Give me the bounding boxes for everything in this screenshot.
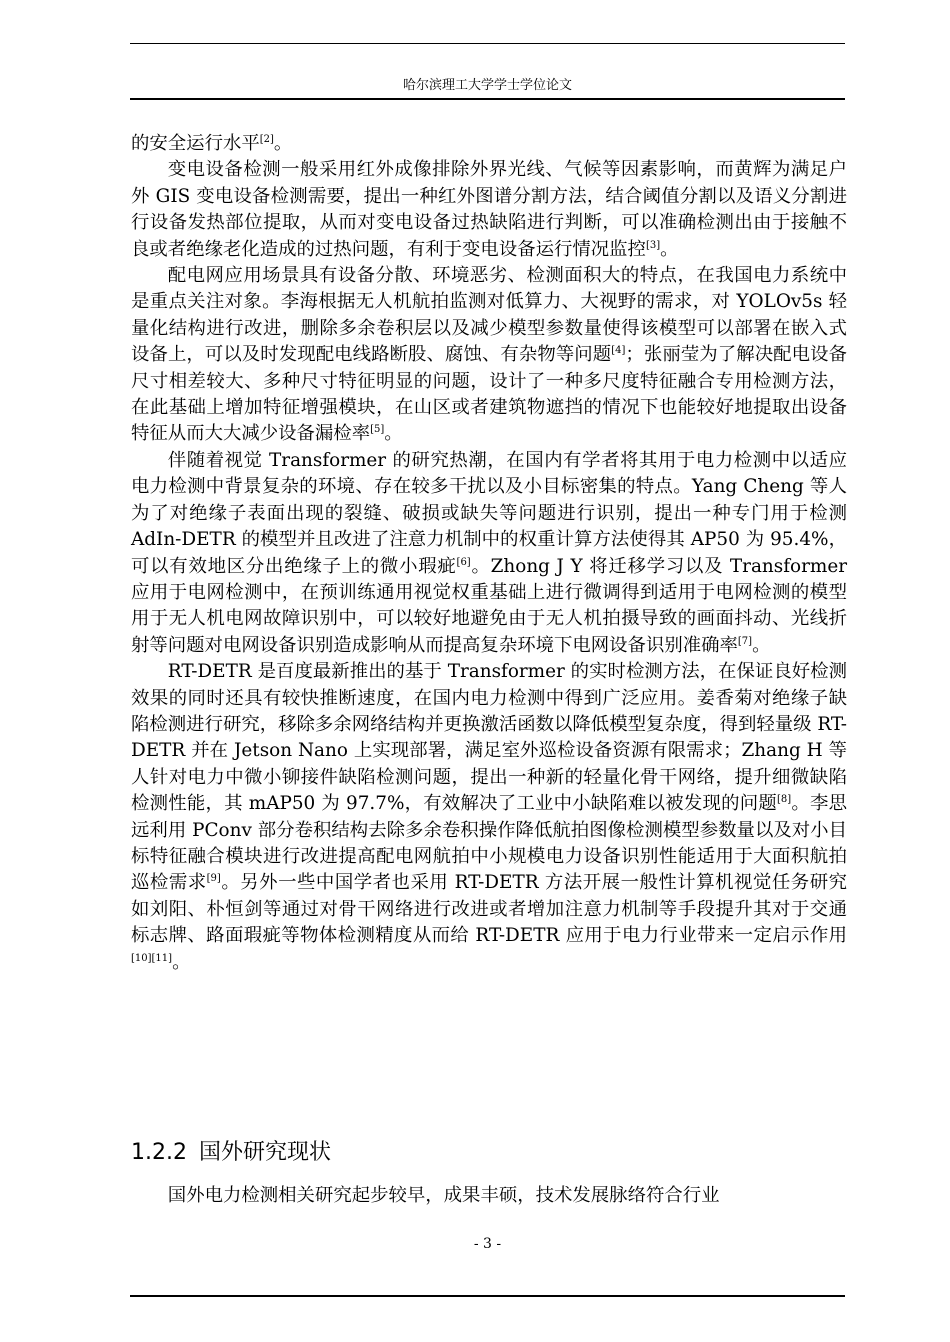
running-header-title: 哈尔滨理工大学学士学位论文	[402, 78, 572, 93]
citation-ref: [4]	[611, 345, 626, 357]
citation-ref: [2]	[259, 133, 274, 145]
text-run: 。李思远利用 PConv 部分卷积结构去除多余卷积操作降低航拍图像检测模型参数量以及对小目标特征融合模块进行改进提高配电网航拍中小规模电力设备识别性能适用于大面积航拍巡检需求	[131, 793, 847, 894]
header-top-rule	[130, 43, 845, 44]
text-run: RT-DETR 是百度最新推出的基于 Transformer 的实时检测方法，在保证良好检测效果的同时还具有较快推断速度，在国内电力检测中得到广泛应用。姜香菊对绝缘子缺陷检测进行研究，移除多余网络结构并更换激活函数以降低模型复杂度，得到轻量级 RT-DETR 并在 Jetson Nano 上实现部署，满足室外巡检设备资源有限需求；Zhang H 等人针对电力中微小铆接件缺陷检测问题，提出一种新的轻量化骨干网络，提升细微缺陷检测性能，其 mAP50 为 97.7%，有效解决了工业中小缺陷难以被发现的问题	[131, 661, 847, 815]
section-number: 1.2.2	[131, 1140, 187, 1165]
text-run: 。	[752, 634, 771, 656]
text-run: 。Zhong J Y 将迁移学习以及 Transformer 应用于电网检测中，在预训练通用视觉权重基础上进行微调得到适用于电网检测的模型用于无人机电网故障识别中，可以较好地避免由于无人机拍摄导致的画面抖动、光线折射等问题对电网设备识别造成影响从而提高复杂环境下电网设备识别准确率	[131, 555, 847, 656]
section-title: 国外研究现状	[198, 1140, 331, 1165]
text-run: 变电设备检测一般采用红外成像排除外界光线、气候等因素影响，而黄辉为满足户外 GIS 变电设备检测需要，提出一种红外图谱分割方法，结合阈值分割以及语义分割进行设备发热部位提取，从而对变电设备过热缺陷进行判断，可以准确检测出由于接触不良或者绝缘老化造成的过热问题，有利于变电设备运行情况监控	[131, 159, 847, 260]
header-bottom-rule	[130, 98, 845, 100]
text-run: 。	[660, 238, 679, 260]
citation-ref: [9]	[206, 873, 221, 885]
text-run: 伴随着视觉 Transformer 的研究热潮，在国内有学者将其用于电力检测中以适应电力检测中背景复杂的环境、存在较多干扰以及小目标密集的特点。Yang Cheng 等人为了对绝缘子表面出现的裂缝、破损或缺失等问题进行识别，提出一种专门用于检测 AdIn-DETR 的模型并且改进了注意力机制中的权重计算方法使得其 AP50 为 95.4%，可以有效地区分出绝缘子上的微小瑕疵	[131, 449, 847, 577]
section-heading	[131, 1138, 331, 1168]
text-run: 的安全运行水平	[131, 133, 260, 154]
citation-ref: [6]	[456, 556, 471, 568]
text-run: 。	[384, 423, 403, 445]
text-run: 。	[273, 133, 293, 154]
paragraph	[131, 157, 847, 263]
citation-ref: [7]	[737, 635, 753, 647]
body-text	[131, 131, 847, 976]
text-run: 。	[172, 951, 191, 973]
paragraph	[131, 131, 847, 157]
text-run: ；张丽莹为了解决配电设备尺寸相差较大、多种尺寸特征明显的问题，设计了一种多尺度特征融合专用检测方法，在此基础上增加特征增强模块，在山区或者建筑物遮挡的情况下也能较好地提取出设备特征从而大大减少设备漏检率	[131, 344, 847, 445]
citation-ref: [8]	[776, 794, 792, 806]
paragraph: 国外电力检测相关研究起步较早，成果丰硕，技术发展脉络符合行业	[167, 1185, 720, 1206]
citation-ref: [11]	[151, 952, 173, 964]
paragraph	[131, 659, 847, 976]
citation-ref: [10]	[131, 952, 152, 964]
citation-ref: [5]	[370, 424, 385, 436]
citation-ref: [3]	[645, 239, 661, 251]
text-run: 配电网应用场景具有设备分散、环境恶劣、检测面积大的特点，在我国电力系统中是重点关注对象。李海根据无人机航拍监测对低算力、大视野的需求，对 YOLOv5s 轻量化结构进行改进，删除多余卷积层以及减少模型参数量使得该模型可以部署在嵌入式设备上，可以及时发现配电线路断股、腐蚀、有杂物等问题	[131, 265, 847, 366]
text-run: 。另外一些中国学者也采用 RT-DETR 方法开展一般性计算机视觉任务研究如刘阳、朴恒剑等通过对骨干网络进行改进或者增加注意力机制等手段提升其对于交通标志牌、路面瑕疵等物体检测精度从而给 RT-DETR 应用于电力行业带来一定启示作用	[131, 872, 847, 947]
page-number: - 3 -	[473, 1236, 502, 1252]
footer-rule	[130, 1295, 845, 1297]
paragraph	[131, 263, 847, 448]
paragraph	[131, 448, 847, 659]
